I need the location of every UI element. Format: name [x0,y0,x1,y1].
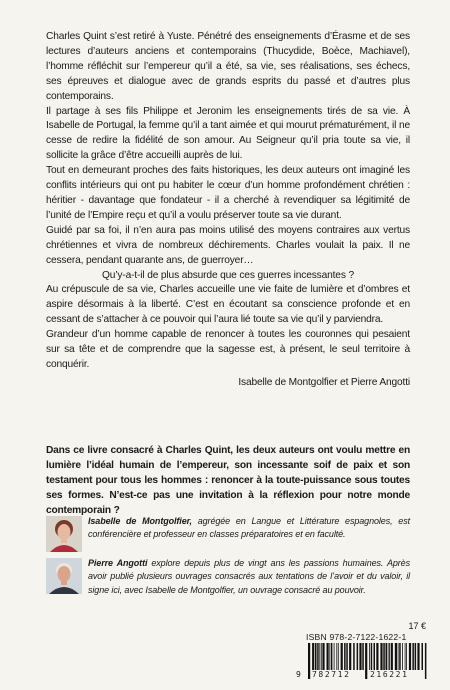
barcode-bar [391,643,393,670]
synopsis [46,30,410,391]
barcode-bar [341,643,343,670]
synopsis-paragraph: Il partage à ses fils Philippe et Jeronim les enseignements tirés de sa vie. À Isabelle de Portugal, la femme qu’il a tant aimée et qui mourut prématurément, il ne cesse de redire la fidélité de son amour. Au Seigneur qu’il pria toute sa vie, il sollicite la grâce d’être accueilli auprès de lui. [46,105,410,162]
barcode-bar [402,643,403,670]
barcode-bar [308,643,310,679]
author-bio: explore depuis plus de vingt ans les passions humaines. Après avoir publié plusieurs ouvrages consacrés aux tentations de l’avoir et du valoir, il signe ici, avec Isabelle de Montgolfier, un ouvrage consacré au pouvoir. [88,558,410,595]
barcode-bar [327,643,329,670]
synopsis-paragraph: Grandeur d’un homme capable de renoncer à toutes les couronnes qui pesaient sur sa tête et de comprendre que la sagesse est, à présent, le seul territoire à conquérir. [46,329,410,370]
barcode-bar [406,643,407,670]
barcode-digits-left: 782712 [312,670,351,679]
barcode-bar [399,643,401,670]
barcode-bar [412,643,414,670]
synopsis-question: Qu’y-a-t-il de plus absurde que ces guerres incessantes ? [102,269,354,281]
barcode-bar [389,643,390,670]
author-name: Pierre Angotti [88,558,148,568]
barcode-bar [398,643,399,670]
author-bio-angotti [46,557,410,597]
barcode-bar [365,643,367,679]
author-photo-angotti [46,558,82,594]
barcode-bar [386,643,388,670]
barcode-bar [349,643,351,670]
signature: Isabelle de Montgolfier et Pierre Angotti [238,376,410,388]
barcode-bar [317,643,319,670]
author-bio-montgolfier [46,515,410,542]
author-bio-text [88,557,410,597]
barcode-bar [369,643,370,670]
isbn: ISBN 978-2-7122-1622-1 [306,632,407,642]
author-bio-text [88,515,410,542]
barcode-digits-right: 216221 [370,670,409,679]
synopsis-paragraph: Guidé par sa foi, il n’en aura pas moins utilisé des moyens contraires aux vertus chrétiennes et vivra de nombreux déchirements. Charles voulait la paix. Il ne cessera, pendant quarante ans, de guerroyer… [46,224,410,266]
barcode-bar [362,643,364,670]
highlight-quote: Dans ce livre consacré à Charles Quint, les deux auteurs ont voulu mettre en lumière l’idéal humain de l’empereur, son incessante soif de paix et son testament pour tous les hommes : renoncer à la toute-puissance sous toutes ses formes. N’est-ce pas une invitation à la réflexion pour notre monde contemporain ? [46,445,410,516]
barcode-bar [417,643,419,670]
barcode-bar [336,643,337,670]
price: 17 € [408,621,426,631]
barcode-bar [371,643,373,670]
barcode-bar [383,643,385,670]
barcode-bar [359,643,361,670]
barcode-bar [334,643,335,670]
barcode-bar [422,643,424,670]
author-name: Isabelle de Montgolfier, [88,516,192,526]
barcode-bar [388,643,389,670]
barcode-bar [415,643,417,670]
barcode-bar [405,643,406,670]
barcode-bar [329,643,330,670]
barcode-bar [409,643,411,670]
barcode-bar [353,643,355,670]
barcode-bar [395,643,397,670]
barcode-digit-first: 9 [296,670,301,679]
barcode-bar [315,643,317,670]
synopsis-paragraph: Au crépuscule de sa vie, Charles accueille une vie faite de lumière et d’ombres et aspire désormais à la liberté. C’est en écoutant sa conscience profonde et en cessant de s’attacher à ce pouvoir qui l’aura lié toute sa vie qu’il y parviendra. [46,284,410,326]
barcode-bar [357,643,359,670]
barcode-bar [344,643,346,670]
barcode-bar [380,643,382,670]
barcode-bar [425,643,427,679]
synopsis-paragraph: Charles Quint s’est retiré à Yuste. Pénétré des enseignements d’Érasme et de ses lectures d’auteurs anciens et contemporains (Thucydide, Boèce, Machiavel), l’homme réfléchit sur l’empereur qu’il a été, sa vie, ses réalisations, ses échecs, ses épreuves et dialogue avec de grands esprits du passé et d’autres plus contemporains. [46,31,410,102]
barcode-bar [319,643,320,670]
barcode-bar [322,643,324,670]
barcode-bar [346,643,348,670]
barcode-bar [338,643,339,670]
barcode-bar [331,643,333,670]
barcode-bar [374,643,376,670]
barcode-bar [321,643,322,670]
author-photo-montgolfier [46,516,82,552]
synopsis-paragraph: Tout en demeurant proches des faits historiques, les deux auteurs ont imaginé les conflits intérieurs qui ont pu habiter le cœur d’un homme profondément chrétien : héritier - davantage que fondateur - il a cherché à revendiquer sa légitimité de l’unité de l’Empire reçu et qu’il a voulu préserver toute sa vie durant. [46,165,410,221]
barcode-bar [312,643,314,670]
barcode-bar [376,643,378,670]
author-bio: agrégée en Langue et Littérature espagnoles, est conférencière et professeur en classes préparatoires et en faculté. [88,516,411,540]
